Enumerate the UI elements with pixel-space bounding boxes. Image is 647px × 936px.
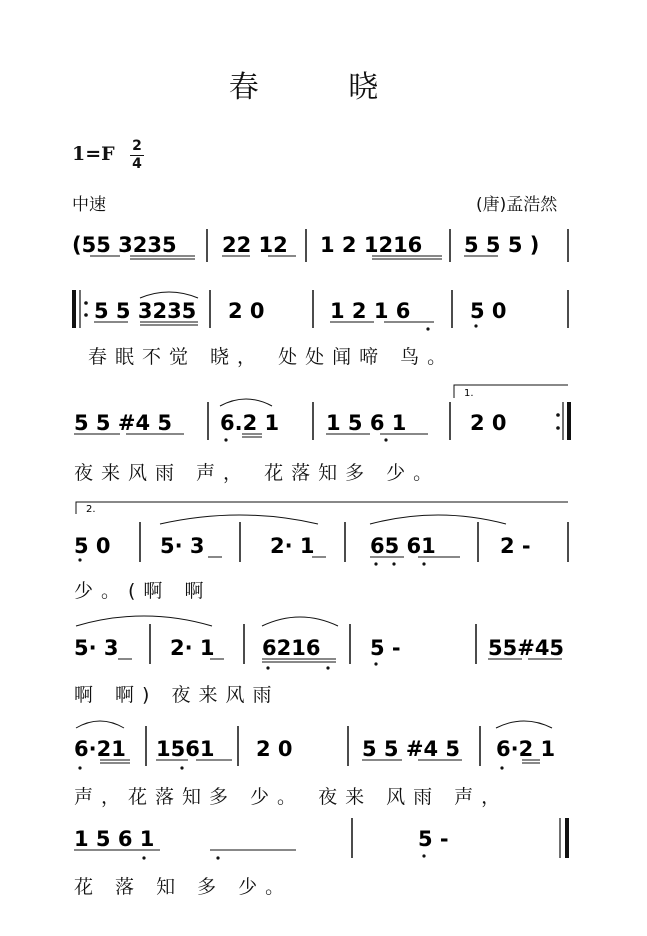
row-6-measure-5: 6·2 1 <box>496 737 556 761</box>
row-5-measure-4: 5 - <box>370 636 401 660</box>
row-6 <box>74 721 555 770</box>
row-2 <box>74 290 568 331</box>
row-2-lyrics: 春眠不觉 晓， 处处闻啼 鸟。 <box>88 346 455 368</box>
time-signature-top: 2 <box>132 138 142 154</box>
volta-1-label: 1. <box>464 388 474 399</box>
author-credit: (唐)孟浩然 <box>476 195 558 215</box>
row-3-lyrics: 夜来风雨 声， 花落知多 少。 <box>74 462 441 484</box>
row-2-measure-3: 1 2 1 6 <box>330 299 411 323</box>
song-title: 春 晓 <box>228 70 419 105</box>
row-4-measure-2: 5· 3 <box>160 534 205 558</box>
row-6-measure-4: 5 5 #4 5 <box>362 737 460 761</box>
row-1-measure-3: 1 2 1216 <box>320 233 423 257</box>
row-5-measure-5: 55#45 <box>488 636 565 660</box>
volta-2-bracket <box>76 502 568 514</box>
row-4-measure-3: 2· 1 <box>270 534 315 558</box>
row-5-lyrics: 啊 啊) 夜来风雨 <box>74 684 280 706</box>
row-4-measure-5: 2 - <box>500 534 531 558</box>
time-signature-bottom: 4 <box>132 156 142 172</box>
row-7 <box>74 818 567 860</box>
row-5 <box>74 616 564 670</box>
row-4-measure-1: 5 0 <box>74 534 111 558</box>
row-2-measure-4: 5 0 <box>470 299 507 323</box>
row-4 <box>74 502 568 566</box>
row-4-lyrics: 少。(啊 啊 <box>74 580 212 602</box>
row-1 <box>72 229 568 262</box>
row-7-lyrics: 花 落 知 多 少。 <box>74 876 293 898</box>
row-6-measure-1: 6·21 <box>74 737 126 761</box>
tempo-marking: 中速 <box>72 195 106 215</box>
row-3-measure-2: 6.2 1 <box>220 411 280 435</box>
row-6-measure-3: 2 0 <box>256 737 293 761</box>
row-6-lyrics: 声，花落知多 少。 夜来 风雨 声， <box>74 786 509 808</box>
row-3-measure-3: 1 5 6 1 <box>326 411 407 435</box>
row-7-measure-2: 5 - <box>418 827 449 851</box>
row-1-measure-1: (55 3235 <box>72 233 177 257</box>
row-1-measure-2: 22 12 <box>222 233 288 257</box>
row-5-measure-1: 5· 3 <box>74 636 119 660</box>
row-3-measure-1: 5 5 #4 5 <box>74 411 172 435</box>
row-5-measure-3: 6216 <box>262 636 321 660</box>
row-3 <box>74 385 569 442</box>
row-6-measure-2: 1561 <box>156 737 215 761</box>
row-1-measure-4: 5 5 5 ) <box>464 233 540 257</box>
row-5-measure-2: 2· 1 <box>170 636 215 660</box>
row-2-measure-1: 5 5 3235 <box>94 299 197 323</box>
volta-2-label: 2. <box>86 504 96 515</box>
row-4-measure-4: 65 61 <box>370 534 436 558</box>
key-signature: 1=F <box>72 143 115 165</box>
row-7-measure-1: 1 5 6 1 <box>74 827 155 851</box>
row-3-measure-4: 2 0 <box>470 411 507 435</box>
row-2-measure-2: 2 0 <box>228 299 265 323</box>
